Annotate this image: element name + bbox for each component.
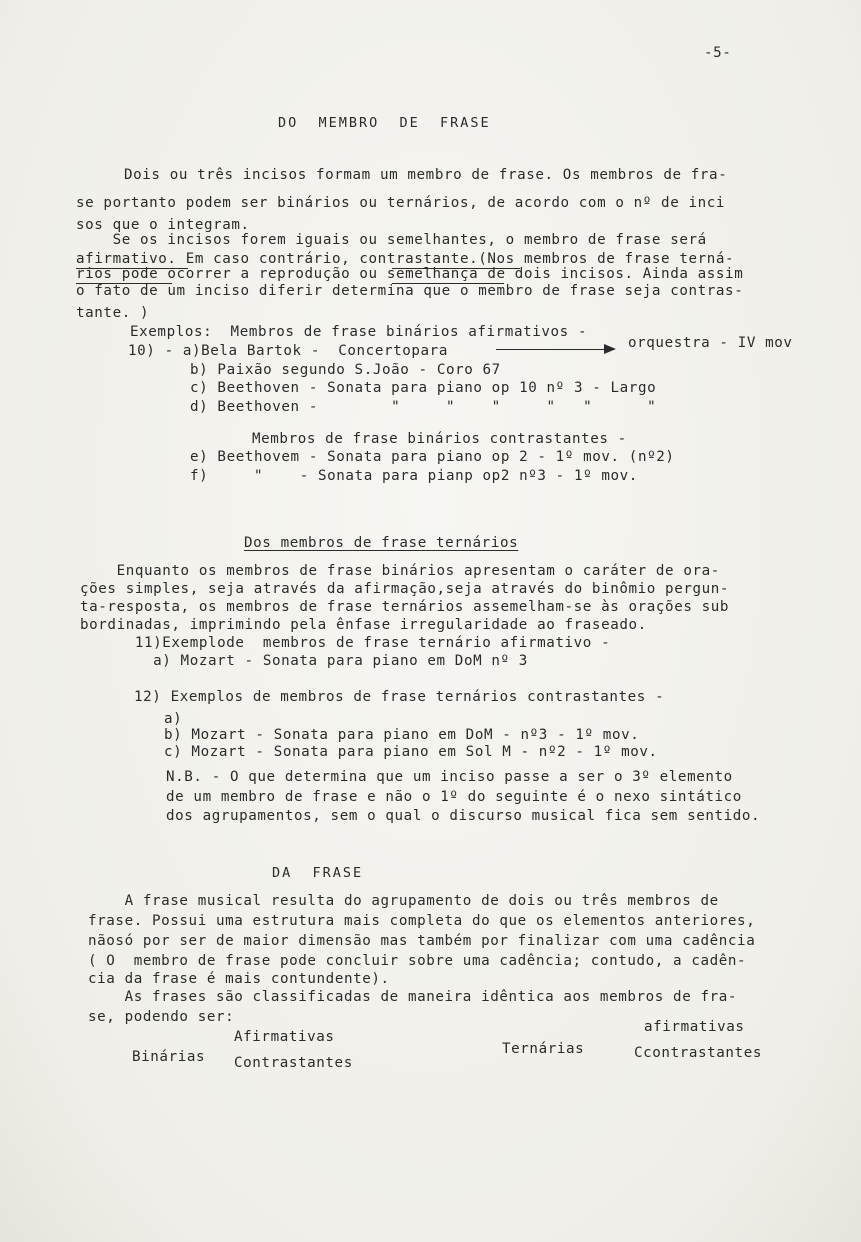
paragraph-line: ta-resposta, os membros de frase ternários assemelham-se às orações sub [80,599,730,615]
contrast-heading: Membros de frase binários contrastantes - [252,431,627,447]
example-12-heading: 12) Exemplos de membros de frase ternários contrastantes - [134,689,665,705]
classification-binarias: Binárias [132,1049,206,1065]
page-number: -5- [704,45,732,61]
paragraph-line: se, podendo ser: [88,1009,235,1025]
paragraph-line: sos que o integram. [76,217,250,233]
example-11-heading: 11)Exemplode membros de frase ternário afirmativo - [80,635,611,651]
paragraph-line: Enquanto os membros de frase binários apresentam o caráter de ora- [80,563,720,579]
example-12-b: b) Mozart - Sonata para piano em DoM - nº3 - 1º mov. [164,727,640,743]
paragraph-line: Se os incisos forem iguais ou semelhantes, o membro de frase será [76,232,707,248]
example-10-d: d) Beethoven - " " " " " " [190,399,657,415]
underline-ou-semelhanca [392,283,504,284]
example-f: f) " - Sonata para pianp op2 nº3 - 1º mov. [190,468,638,484]
section-title-membro-de-frase: DO MEMBRO DE FRASE [278,115,491,131]
paragraph-line: se portanto podem ser binários ou ternários, de acordo com o nº de inci [76,195,726,211]
classification-ter-contrastantes: Ccontrastantes [634,1045,762,1061]
paragraph-line: afirmativo. Em caso contrário, contrastante.(Nos membros de frase terná- [76,251,735,267]
nb-line: N.B. - O que determina que um inciso passe a ser o 3º elemento [166,769,733,785]
paragraph-line: A frase musical resulta do agrupamento de dois ou três membros de [88,893,719,909]
section-title-ternarios: Dos membros de frase ternários [244,535,519,551]
example-e: e) Beethovem - Sonata para piano op 2 - 1º mov. (nº2) [190,449,675,465]
paragraph-line: cia da frase é mais contundente). [88,971,390,987]
paragraph-line: bordinadas, imprimindo pela ênfase irregularidade ao fraseado. [80,617,647,633]
example-10-a: 10) - a)Bela Bartok - Concertopara [128,343,448,359]
paragraph-line: Dois ou três incisos formam um membro de frase. Os membros de fra- [124,167,728,183]
example-12-c: c) Mozart - Sonata para piano em Sol M - nº2 - 1º mov. [164,744,658,760]
example-10-c: c) Beethoven - Sonata para piano op 10 nº 3 - Largo [190,380,657,396]
paragraph-line: ( O membro de frase pode concluir sobre uma cadência; contudo, a cadên- [88,953,747,969]
nb-line: de um membro de frase e não o 1º do seguinte é o nexo sintático [166,789,742,805]
underline-contrastante [392,268,520,269]
arrow-line [496,349,614,350]
classification-ternarias: Ternárias [502,1041,585,1057]
classification-bin-afirmativas: Afirmativas [234,1029,335,1045]
nb-line: dos agrupamentos, sem o qual o discurso musical fica sem sentido. [166,808,761,824]
arrow-head [604,344,616,354]
paragraph-line: nãosó por ser de maior dimensão mas também por finalizar com uma cadência [88,933,756,949]
section-title-da-frase: DA FRASE [272,865,364,881]
paragraph-line: As frases são classificadas de maneira idêntica aos membros de fra- [88,989,738,1005]
classification-ter-afirmativas: afirmativas [644,1019,745,1035]
underline-rios-pode [76,283,172,284]
paragraph-line: frase. Possui uma estrutura mais completa do que os elementos anteriores, [88,913,756,929]
example-10-b: b) Paixão segundo S.João - Coro 67 [190,362,501,378]
example-12-a: a) [164,711,183,727]
examples-heading: Exemplos: Membros de frase binários afirmativos - [130,324,588,340]
paragraph-line: ções simples, seja através da afirmação,seja através do binômio pergun- [80,581,730,597]
underline-afirmativo [76,268,188,269]
classification-bin-contrastantes: Contrastantes [234,1055,353,1071]
paragraph-line: tante. ) [76,305,150,321]
paragraph-line: o fato de um inciso diferir determina que o membro de frase seja contras- [76,283,744,299]
paragraph-line: rios pode ocorrer a reprodução ou semelhança de dois incisos. Ainda assim [76,266,744,282]
example-11-a: a) Mozart - Sonata para piano em DoM nº 3 [80,653,528,669]
example-10-a-suffix: orquestra - IV mov [628,335,793,351]
